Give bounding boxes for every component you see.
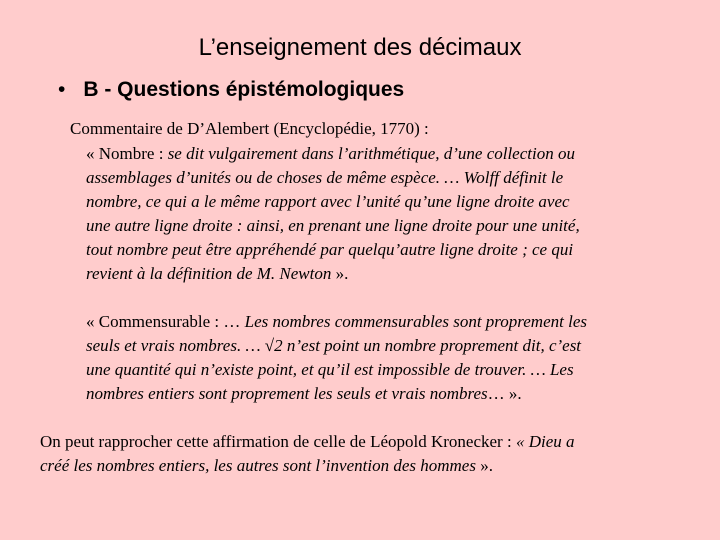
quote-commensurable-line-4 [86,382,686,406]
quote-commensurable-text-3: une quantité qui n’existe point, et qu’il est impossible de trouver. … Les [86,360,574,379]
quote-commensurable-line-1 [86,310,686,334]
quote-nombre-text-6: revient à la définition de M. Newton [86,264,332,283]
quote-nombre-line-1 [86,142,686,166]
quote-commensurable-text-4: nombres entiers sont proprement les seuls et vrais nombres [86,384,488,403]
kronecker-quote-start: « Dieu a [515,432,575,451]
quote-nombre-line-6 [86,262,686,286]
quote-nombre-text-3: nombre, ce qui a le même rapport avec l’unité qu’une ligne droite avec [86,192,570,211]
kronecker-intro: On peut rapprocher cette affirmation de celle de Léopold Kronecker : [40,432,516,451]
kronecker-line-2 [40,454,700,478]
kronecker-paragraph [40,430,700,478]
quote-nombre-text-1: se dit vulgairement dans l’arithmétique, d’une collection ou [167,144,575,163]
bullet-marker: • [58,78,66,101]
quote-commensurable-text-2: seuls et vrais nombres. … √2 n’est point un nombre proprement dit, c’est [86,336,582,355]
commentaire-heading: Commentaire de D’Alembert (Encyclopédie, 1770) : [70,119,429,138]
bullet-heading-text: B - Questions épistémologiques [83,78,405,101]
bullet-heading [58,78,404,102]
quote-nombre-line-4 [86,214,686,238]
quote-nombre-line-3 [86,190,686,214]
quote-nombre-text-2: assemblages d’unités ou de choses de même espèce. … Wolff définit le [86,168,564,187]
kronecker-quote-text: créé les nombres entiers, les autres sont l’invention des hommes [40,456,476,475]
quote-commensurable-line-3 [86,358,686,382]
quote-commensurable-close: … ». [487,384,522,403]
quote-nombre-text-4: une autre ligne droite : ainsi, en prenant une ligne droite pour une unité, [86,216,580,235]
quote-commensurable-open: « Commensurable : … [86,312,245,331]
quote-commensurable-line-2 [86,334,686,358]
quote-nombre-text-5: tout nombre peut être appréhendé par quelqu’autre ligne droite ; ce qui [86,240,574,259]
quote-nombre [86,142,686,286]
quote-nombre-close: ». [331,264,349,283]
quote-nombre-line-2 [86,166,686,190]
quote-commensurable [86,310,686,406]
kronecker-line-1 [40,430,700,454]
slide-title: L’enseignement des décimaux [198,34,522,61]
quote-nombre-open: « Nombre : [86,144,168,163]
quote-commensurable-text-1: Les nombres commensurables sont proprement les [244,312,587,331]
quote-nombre-line-5 [86,238,686,262]
kronecker-quote-close: ». [475,456,493,475]
